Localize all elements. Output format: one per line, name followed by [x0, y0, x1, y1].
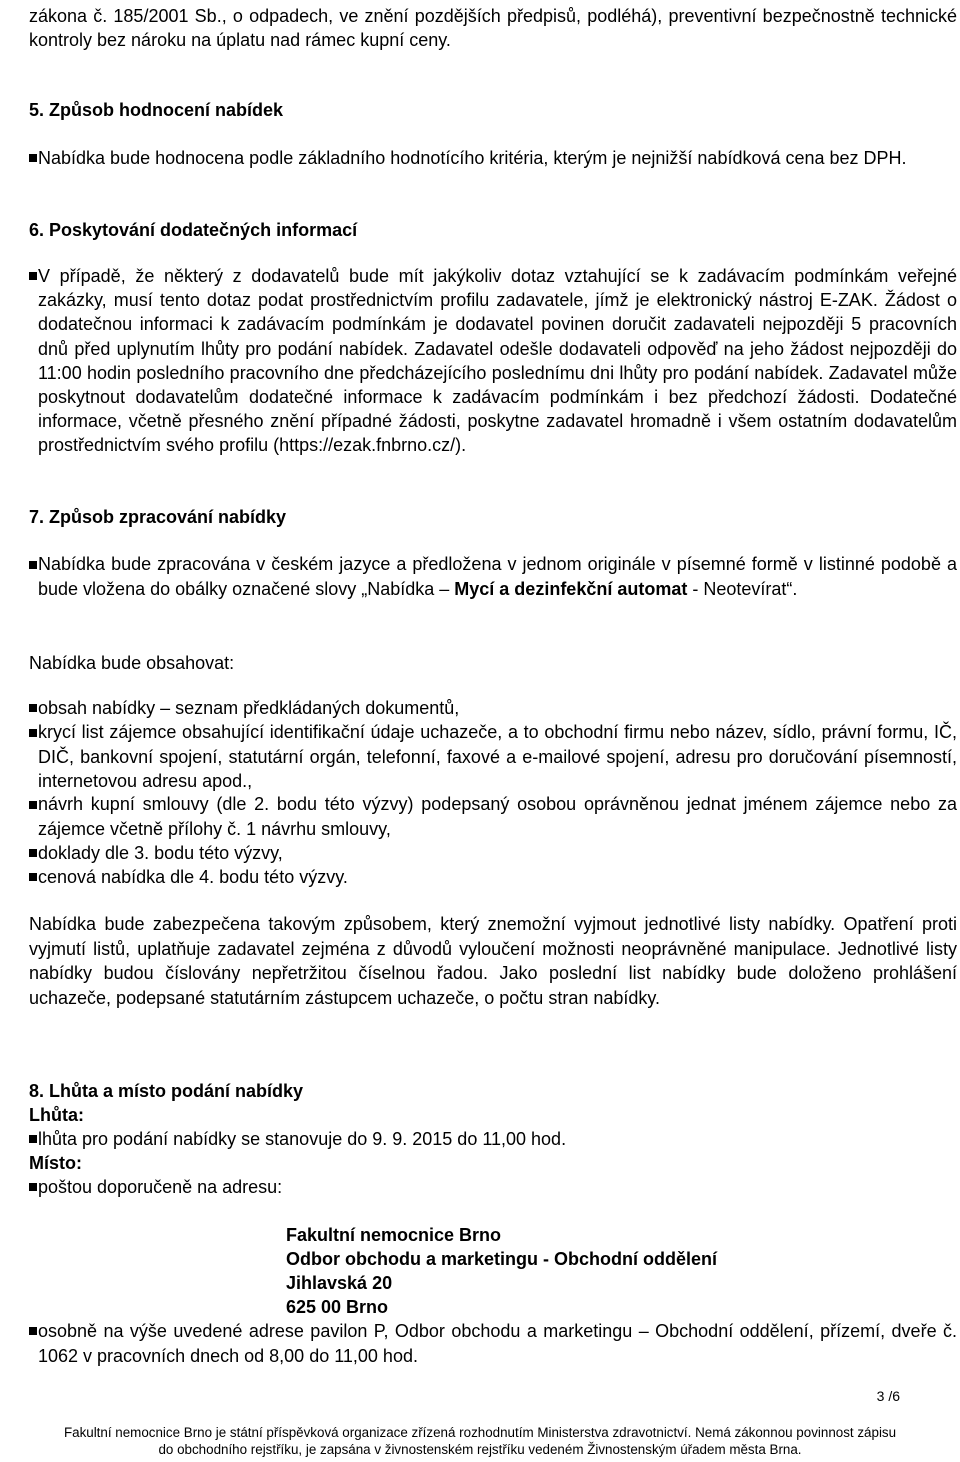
list-item: cenová nabídka dle 4. bodu této výzvy. [38, 867, 348, 887]
list-item: návrh kupní smlouvy (dle 2. bodu této výzvy) podepsaný osobou oprávněnou jednat jménem zájemce nebo za zájemce včetně přílohy č. 1 návrhu smlouvy, [38, 794, 957, 839]
section-7-bullet-body [38, 552, 957, 602]
bullet-square-icon [29, 1135, 37, 1143]
deadline-label: Lhůta: [29, 1105, 84, 1125]
address-line: Odbor obchodu a marketingu - Obchodní oddělení [286, 1249, 717, 1269]
section-7-bullet-text-end: - Neotevírat“. [687, 579, 798, 599]
section-6-bullet-body: V případě, že některý z dodavatelů bude mít jakýkoliv dotaz vztahující se k zadávacím podmínkám veřejné zakázky, musí tento dotaz podat prostřednictvím profilu zadavatele, jímž je elektronický nástroj E-ZAK. Žádost o dodatečnou informaci k zadávacím podmínkám je dodavatel povinen doručit zadavateli nejpozději 5 pracovních dnů před uplynutím lhůty pro podání nabídek. Zadavatel odešle dodavateli odpověď na jeho žádost nejpozději do 11:00 hodin posledního pracovního dne předcházejícího poslednímu dni lhůty pro podání nabídek. Zadavatel může poskytnout dodavatelům dodatečné informace k zadávacím podmínkám i bez předchozí žádosti. Dodatečné informace, včetně přesného znění případné žádosti, poskytne zadavatel hromadně i všem ostatním dodavatelům prostřednictvím svého profilu (https://ezak.fnbrno.cz/). [38, 266, 957, 456]
bullet-square-icon [29, 561, 37, 569]
place-label: Místo: [29, 1153, 82, 1173]
section-7-bullet-text-start: Nabídka bude zpracována v českém jazyce a předložena v jednom originále v písemné formě v listinné podobě a bude vložena do obálky označené slovy „Nabídka – [38, 554, 957, 599]
contents-intro: Nabídka bude obsahovat: [29, 653, 235, 673]
bullet-square-icon [29, 1327, 37, 1335]
product-name: Mycí a dezinfekční automat [454, 579, 688, 599]
bullet-square-icon [29, 729, 37, 737]
bullet-square-icon [29, 272, 37, 280]
footer [0, 1424, 960, 1458]
address-line: Jihlavská 20 [286, 1273, 393, 1293]
section-5-bullet-body: Nabídka bude hodnocena podle základního hodnotícího kritéria, kterým je nejnižší nabídková cena bez DPH. [38, 148, 907, 168]
section-8-heading: 8. Lhůta a místo podání nabídky [29, 1081, 304, 1101]
bullet-square-icon [29, 801, 37, 809]
section-6-heading: 6. Poskytování dodatečných informací [29, 220, 358, 240]
in-person-item: osobně na výše uvedené adrese pavilon P, Odbor obchodu a marketingu – Obchodní oddělení, přízemí, dveře č. 1062 v pracovních dnech od 8,00 do 11,00 hod. [38, 1321, 957, 1366]
post-item: poštou doporučeně na adresu: [38, 1177, 283, 1197]
closing-paragraph: Nabídka bude zabezpečena takovým způsobem, který znemožní vyjmout jednotlivé listy nabídky. Opatření proti vyjmutí listů, uplatňuje zadavatel zejména z důvodů vyloučení možnosti neoprávněné manipulace. Jednotlivé listy nabídky budou číslovány nepřetržitou číselnou řadou. Jako poslední list nabídky bude doloženo prohlášení uchazeče, podepsané statutárním zástupcem uchazeče, o počtu stran nabídky. [29, 914, 957, 1008]
section-7-heading: 7. Způsob zpracování nabídky [29, 507, 287, 527]
bullet-square-icon [29, 1183, 37, 1191]
page-number: 3 /6 [876, 1388, 900, 1404]
bullet-square-icon [29, 704, 37, 712]
address-line: Fakultní nemocnice Brno [286, 1225, 502, 1245]
list-item: obsah nabídky – seznam předkládaných dokumentů, [38, 698, 460, 718]
address-line: 625 00 Brno [286, 1297, 389, 1317]
footer-line: Fakultní nemocnice Brno je státní příspěvková organizace zřízená rozhodnutím Ministerstva zdravotnictví. Nemá zákonnou povinnost zápisu [63, 1425, 897, 1440]
intro-paragraph: zákona č. 185/2001 Sb., o odpadech, ve znění pozdějších předpisů, podléhá), preventivní bezpečnostně technické kontroly bez nároku na úplatu nad rámec kupní ceny. [29, 6, 957, 50]
list-item: doklady dle 3. bodu této výzvy, [38, 843, 283, 863]
bullet-square-icon [29, 154, 37, 162]
footer-line: do obchodního rejstříku, je zapsána v živnostenském rejstříku vedeném Živnostenským úřadem města Brna. [158, 1442, 802, 1457]
list-item: krycí list zájemce obsahující identifikační údaje uchazeče, a to obchodní firmu nebo název, sídlo, právní formu, IČ, DIČ, bankovní spojení, statutární orgán, telefonní, faxové a e-mailové spojení, adresu pro doručování písemností, internetovou adresu apod., [38, 722, 957, 791]
section-5-heading: 5. Způsob hodnocení nabídek [29, 100, 284, 120]
bullet-square-icon [29, 849, 37, 857]
bullet-square-icon [29, 873, 37, 881]
deadline-item: lhůta pro podání nabídky se stanovuje do 9. 9. 2015 do 11,00 hod. [38, 1129, 567, 1149]
address-block [286, 1223, 717, 1319]
